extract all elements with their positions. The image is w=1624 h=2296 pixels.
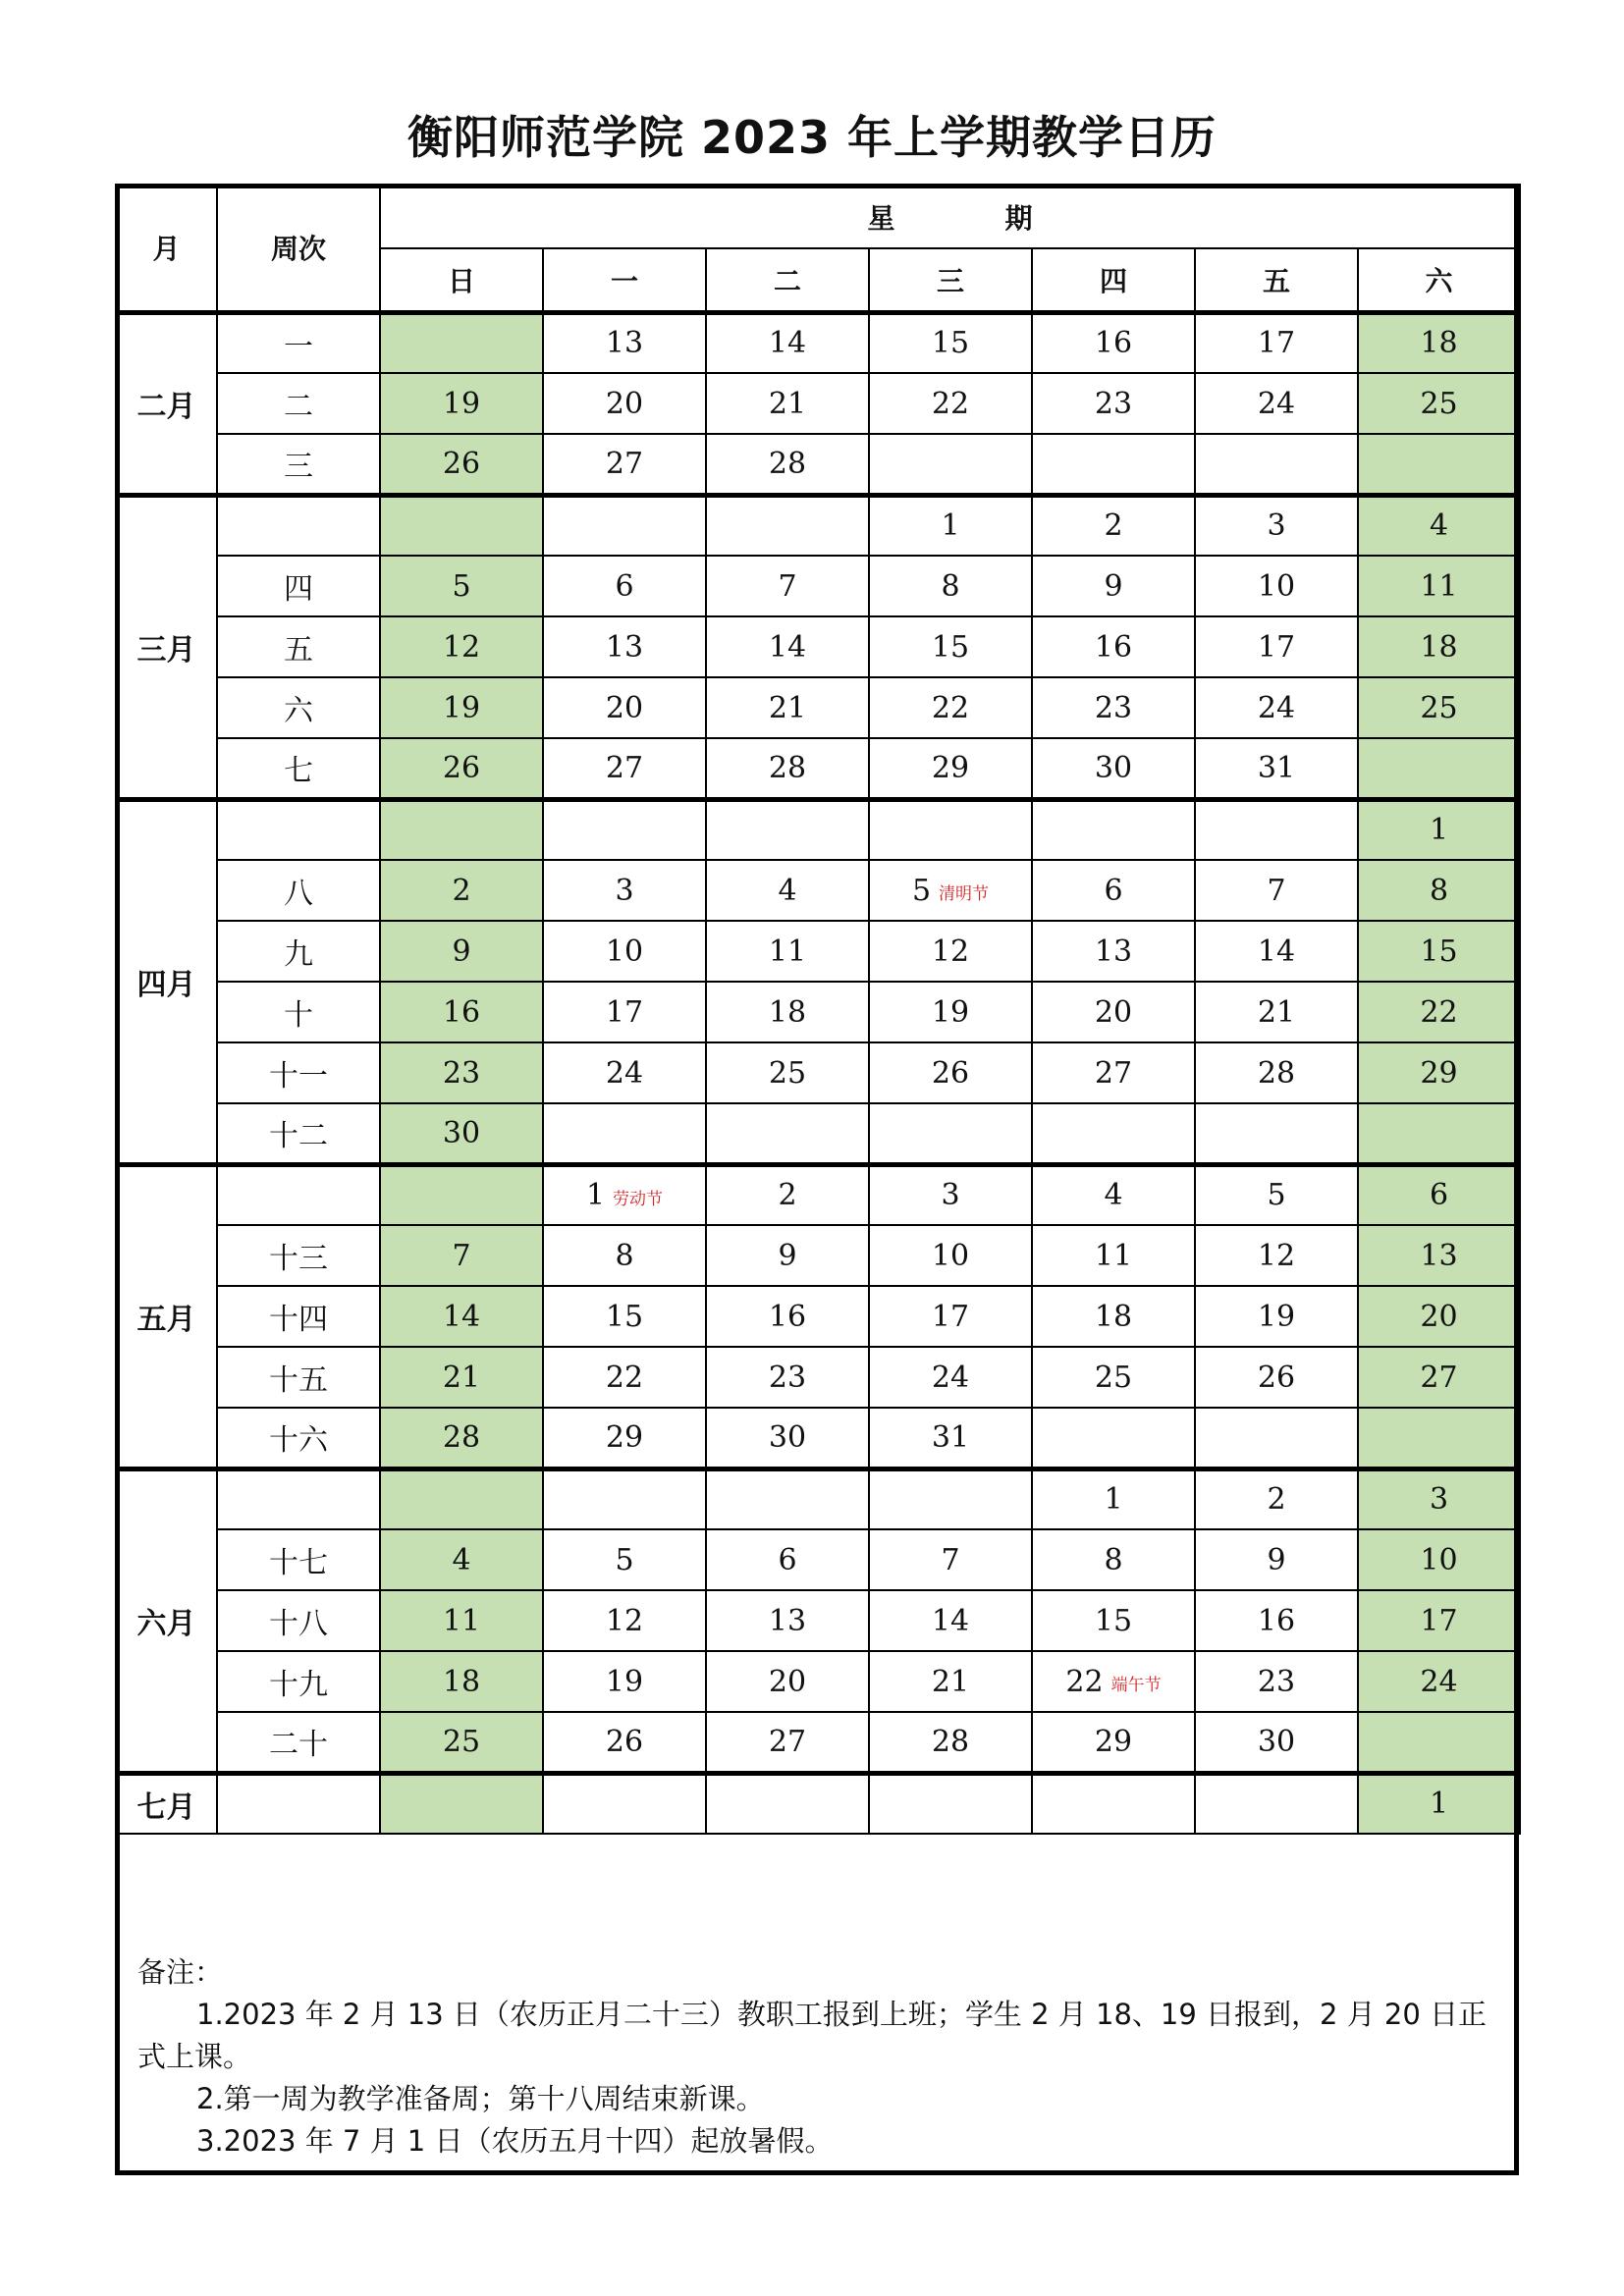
month-label: 四月 bbox=[116, 799, 217, 1164]
day-number: 13 bbox=[605, 326, 644, 361]
day-number: 1 bbox=[1429, 1787, 1449, 1822]
day-number: 28 bbox=[1257, 1055, 1296, 1091]
day-number: 25 bbox=[1420, 690, 1458, 725]
day-number: 19 bbox=[442, 386, 481, 421]
day-number: 1 bbox=[941, 508, 960, 544]
weekday-header-tue: 二 bbox=[706, 248, 869, 312]
day-number: 16 bbox=[1094, 326, 1133, 361]
week-number: 五 bbox=[217, 616, 380, 677]
day-number: 23 bbox=[442, 1055, 481, 1091]
day-number: 16 bbox=[768, 1299, 807, 1334]
week-number: 二 bbox=[217, 373, 380, 434]
day-number: 26 bbox=[605, 1724, 644, 1759]
weekday-header-wed: 三 bbox=[869, 248, 1032, 312]
day-number: 8 bbox=[1104, 1542, 1123, 1577]
day-number: 30 bbox=[1094, 750, 1133, 785]
day-number: 7 bbox=[452, 1238, 471, 1273]
day-number: 15 bbox=[1094, 1603, 1133, 1638]
day-number: 20 bbox=[1094, 994, 1133, 1030]
week-number: 十六 bbox=[217, 1408, 380, 1468]
week-number: 十九 bbox=[217, 1651, 380, 1712]
month-label: 二月 bbox=[116, 312, 217, 495]
day-number: 23 bbox=[768, 1360, 807, 1395]
day-number: 25 bbox=[442, 1724, 481, 1759]
day-number: 13 bbox=[605, 629, 644, 665]
day-number: 18 bbox=[768, 994, 807, 1030]
day-number: 28 bbox=[931, 1724, 970, 1759]
day-number: 8 bbox=[1429, 873, 1449, 908]
week-number: 六 bbox=[217, 677, 380, 738]
weekday-group-header: 星 期 bbox=[380, 185, 1520, 248]
week-number: 二十 bbox=[217, 1712, 380, 1773]
day-number: 4 bbox=[778, 873, 797, 908]
day-number: 19 bbox=[605, 1664, 644, 1699]
day-number: 29 bbox=[605, 1419, 644, 1455]
week-number: 四 bbox=[217, 556, 380, 616]
day-number: 16 bbox=[1257, 1603, 1296, 1638]
day-number: 4 bbox=[452, 1542, 471, 1577]
day-number: 25 bbox=[768, 1055, 807, 1091]
day-number: 21 bbox=[768, 690, 807, 725]
day-number: 5 bbox=[452, 568, 471, 604]
week-number: 十一 bbox=[217, 1042, 380, 1103]
day-number: 19 bbox=[931, 994, 970, 1030]
day-number: 16 bbox=[1094, 629, 1133, 665]
day-number: 27 bbox=[605, 446, 644, 481]
week-number: 三 bbox=[217, 434, 380, 495]
day-number: 26 bbox=[1257, 1360, 1296, 1395]
day-number: 24 bbox=[1257, 386, 1296, 421]
note-item-1: 1.2023 年 2 月 13 日（农历正月二十三）教职工报到上班；学生 2 月 18、19 日报到，2 月 20 日正式上课。 bbox=[137, 1998, 1488, 2073]
week-number: 九 bbox=[217, 921, 380, 982]
day-number: 20 bbox=[605, 690, 644, 725]
week-number: 十七 bbox=[217, 1529, 380, 1590]
day-number: 25 bbox=[1420, 386, 1458, 421]
month-label: 五月 bbox=[116, 1164, 217, 1468]
month-label: 三月 bbox=[116, 495, 217, 799]
weekday-header-fri: 五 bbox=[1195, 248, 1358, 312]
day-number: 5 bbox=[911, 873, 932, 908]
day-number: 2 bbox=[1267, 1482, 1286, 1518]
holiday-label: 清明节 bbox=[939, 884, 990, 904]
day-number: 15 bbox=[605, 1299, 644, 1334]
day-number: 13 bbox=[1094, 934, 1133, 969]
day-number: 10 bbox=[931, 1238, 970, 1273]
day-number: 6 bbox=[1104, 873, 1123, 908]
day-number: 1 bbox=[585, 1178, 606, 1213]
month-label: 六月 bbox=[116, 1468, 217, 1773]
day-number: 14 bbox=[768, 326, 807, 361]
day-number: 11 bbox=[1094, 1238, 1133, 1273]
day-number: 1 bbox=[1429, 813, 1449, 848]
day-number: 28 bbox=[768, 750, 807, 785]
day-number: 29 bbox=[1420, 1055, 1458, 1091]
week-number: 八 bbox=[217, 860, 380, 921]
note-item-3: 3.2023 年 7 月 1 日（农历五月十四）起放暑假。 bbox=[196, 2124, 834, 2158]
day-number: 23 bbox=[1094, 690, 1133, 725]
day-number: 11 bbox=[768, 934, 807, 969]
day-number: 31 bbox=[1257, 750, 1296, 785]
day-number: 4 bbox=[1429, 508, 1449, 544]
holiday-label: 端午节 bbox=[1110, 1676, 1162, 1695]
week-number: 一 bbox=[217, 312, 380, 373]
day-number: 29 bbox=[931, 750, 970, 785]
day-number: 7 bbox=[1267, 873, 1286, 908]
day-number: 15 bbox=[931, 629, 970, 665]
week-number: 十四 bbox=[217, 1286, 380, 1347]
day-number: 24 bbox=[1420, 1664, 1458, 1699]
day-number: 14 bbox=[931, 1603, 970, 1638]
day-number: 19 bbox=[1257, 1299, 1296, 1334]
day-number: 16 bbox=[442, 994, 481, 1030]
week-number: 七 bbox=[217, 738, 380, 799]
weekday-header-mon: 一 bbox=[543, 248, 706, 312]
day-number: 26 bbox=[931, 1055, 970, 1091]
notes-heading: 备注： bbox=[137, 1955, 224, 1989]
week-number: 十二 bbox=[217, 1103, 380, 1164]
page-title: 衡阳师范学院 2023 年上学期教学日历 bbox=[406, 111, 1218, 164]
week-number: 十三 bbox=[217, 1225, 380, 1286]
day-number: 30 bbox=[1257, 1724, 1296, 1759]
day-number: 18 bbox=[1420, 629, 1458, 665]
day-number: 3 bbox=[941, 1178, 960, 1213]
day-number: 21 bbox=[1257, 994, 1296, 1030]
day-number: 21 bbox=[768, 386, 807, 421]
day-number: 5 bbox=[1267, 1178, 1286, 1213]
week-column-header: 周次 bbox=[217, 185, 380, 312]
day-number: 1 bbox=[1104, 1482, 1123, 1518]
day-number: 17 bbox=[931, 1299, 970, 1334]
day-number: 6 bbox=[615, 568, 634, 604]
day-number: 12 bbox=[442, 629, 481, 665]
day-number: 15 bbox=[931, 326, 970, 361]
weekday-header-sat: 六 bbox=[1358, 248, 1520, 312]
day-number: 9 bbox=[452, 934, 471, 969]
day-number: 28 bbox=[442, 1419, 481, 1455]
week-number: 十八 bbox=[217, 1590, 380, 1651]
day-number: 30 bbox=[442, 1115, 481, 1150]
day-number: 20 bbox=[1420, 1299, 1458, 1334]
day-number: 3 bbox=[1267, 508, 1286, 544]
day-number: 2 bbox=[1104, 508, 1123, 544]
weekday-header-sun: 日 bbox=[380, 248, 543, 312]
day-number: 2 bbox=[778, 1178, 797, 1213]
week-number: 十五 bbox=[217, 1347, 380, 1408]
day-number: 31 bbox=[931, 1419, 970, 1455]
day-number: 5 bbox=[615, 1542, 634, 1577]
day-number: 17 bbox=[1257, 326, 1296, 361]
day-number: 26 bbox=[442, 750, 481, 785]
day-number: 9 bbox=[1267, 1542, 1286, 1577]
day-number: 10 bbox=[1257, 568, 1296, 604]
day-number: 13 bbox=[768, 1603, 807, 1638]
outer-frame bbox=[115, 184, 1519, 2175]
day-number: 20 bbox=[768, 1664, 807, 1699]
day-number: 26 bbox=[442, 446, 481, 481]
day-number: 14 bbox=[1257, 934, 1296, 969]
day-number: 12 bbox=[931, 934, 970, 969]
day-number: 18 bbox=[1094, 1299, 1133, 1334]
day-number: 2 bbox=[452, 873, 471, 908]
day-number: 7 bbox=[941, 1542, 960, 1577]
day-number: 21 bbox=[931, 1664, 970, 1699]
day-number: 22 bbox=[1420, 994, 1458, 1030]
day-number: 8 bbox=[615, 1238, 634, 1273]
day-number: 9 bbox=[1104, 568, 1123, 604]
day-number: 23 bbox=[1257, 1664, 1296, 1699]
day-number: 27 bbox=[768, 1724, 807, 1759]
day-number: 7 bbox=[778, 568, 797, 604]
day-number: 6 bbox=[1429, 1178, 1449, 1213]
day-number: 27 bbox=[605, 750, 644, 785]
day-number: 11 bbox=[1420, 568, 1458, 604]
holiday-label: 劳动节 bbox=[613, 1189, 664, 1209]
day-number: 9 bbox=[778, 1238, 797, 1273]
day-number: 12 bbox=[1257, 1238, 1296, 1273]
day-number: 4 bbox=[1104, 1178, 1123, 1213]
day-number: 10 bbox=[605, 934, 644, 969]
note-item-2: 2.第一周为教学准备周；第十八周结束新课。 bbox=[196, 2082, 765, 2115]
day-number: 3 bbox=[1429, 1482, 1449, 1518]
day-number: 14 bbox=[442, 1299, 481, 1334]
day-number: 22 bbox=[605, 1360, 644, 1395]
day-number: 10 bbox=[1420, 1542, 1458, 1577]
day-number: 24 bbox=[605, 1055, 644, 1091]
day-number: 27 bbox=[1094, 1055, 1133, 1091]
day-number: 18 bbox=[1420, 326, 1458, 361]
day-number: 6 bbox=[778, 1542, 797, 1577]
day-number: 12 bbox=[605, 1603, 644, 1638]
day-number: 23 bbox=[1094, 386, 1133, 421]
day-number: 21 bbox=[442, 1360, 481, 1395]
day-number: 18 bbox=[442, 1664, 481, 1699]
day-number: 22 bbox=[931, 386, 970, 421]
day-number: 17 bbox=[605, 994, 644, 1030]
day-number: 24 bbox=[931, 1360, 970, 1395]
day-number: 22 bbox=[1065, 1664, 1104, 1699]
day-number: 27 bbox=[1420, 1360, 1458, 1395]
day-number: 29 bbox=[1094, 1724, 1133, 1759]
day-number: 17 bbox=[1257, 629, 1296, 665]
day-number: 22 bbox=[931, 690, 970, 725]
month-label: 七月 bbox=[116, 1773, 217, 1834]
day-number: 30 bbox=[768, 1419, 807, 1455]
day-number: 14 bbox=[768, 629, 807, 665]
day-number: 19 bbox=[442, 690, 481, 725]
day-number: 3 bbox=[615, 873, 634, 908]
day-number: 15 bbox=[1420, 934, 1458, 969]
weekday-header-thu: 四 bbox=[1032, 248, 1195, 312]
week-number: 十 bbox=[217, 982, 380, 1042]
day-number: 28 bbox=[768, 446, 807, 481]
day-number: 11 bbox=[442, 1603, 481, 1638]
day-number: 17 bbox=[1420, 1603, 1458, 1638]
month-column-header: 月 bbox=[116, 185, 217, 312]
day-number: 13 bbox=[1420, 1238, 1458, 1273]
day-number: 24 bbox=[1257, 690, 1296, 725]
day-number: 25 bbox=[1094, 1360, 1133, 1395]
day-number: 8 bbox=[941, 568, 960, 604]
day-number: 20 bbox=[605, 386, 644, 421]
